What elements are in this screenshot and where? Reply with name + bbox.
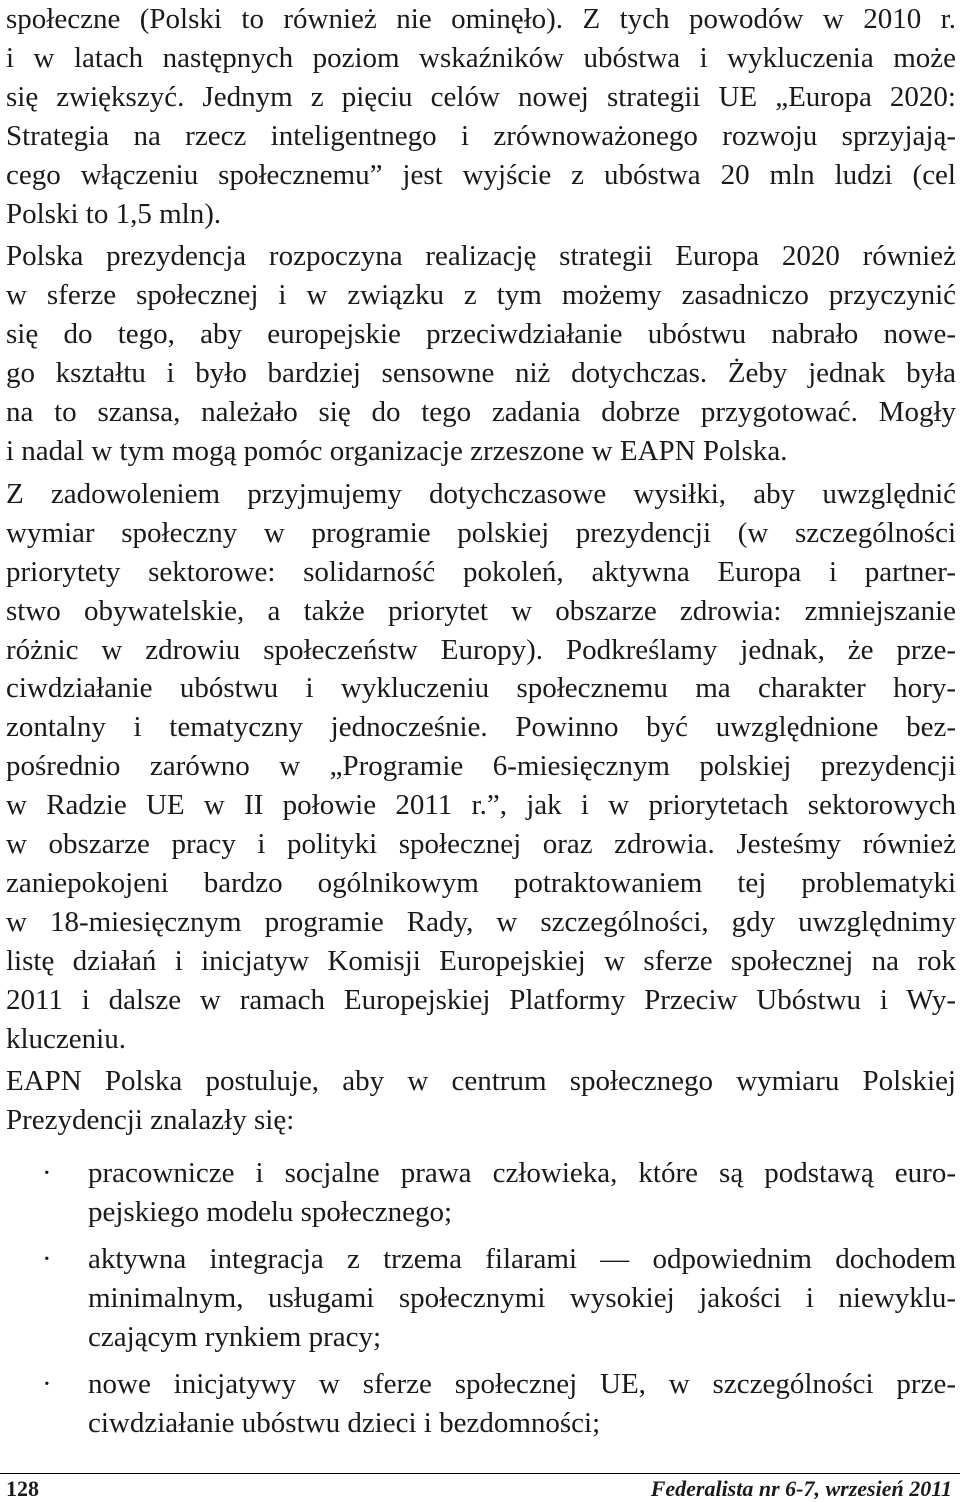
text-line: pośrednio zarówno w „Programie 6-miesięcznym polskiej prezydencji <box>6 750 956 783</box>
paragraph-4 <box>6 1062 956 1140</box>
bullet-dot-icon: · <box>42 1367 52 1400</box>
text-line: zontalny i tematyczny jednocześnie. Powinno być uwzględnione bez- <box>6 711 956 744</box>
text-line: społeczne (Polski to również nie ominęło). Z tych powodów w 2010 r. <box>6 3 956 35</box>
text-line: w Radzie UE w II połowie 2011 r.”, jak i w priorytetach sektorowych <box>6 789 956 822</box>
bullet-list <box>6 1154 956 1442</box>
page-number: 128 <box>6 1476 39 1501</box>
text-line: go kształtu i było bardziej sensowne niż dotychczas. Żeby jednak była <box>6 357 956 390</box>
paragraph-1 <box>6 0 956 233</box>
text-line: 2011 i dalsze w ramach Europejskiej Platformy Przeciw Ubóstwu i Wy- <box>6 983 956 1016</box>
bullet-dot-icon: · <box>42 1157 52 1190</box>
text-line: w obszarze pracy i polityki społecznej oraz zdrowia. Jesteśmy również <box>6 828 956 861</box>
list-item <box>6 1365 956 1443</box>
text-line: Strategia na rzecz inteligentnego i zrównoważonego rozwoju sprzyjają- <box>6 119 956 152</box>
paragraph-3 <box>6 475 956 1059</box>
text-line: ciwdziałanie ubóstwu dzieci i bezdomności; <box>88 1406 601 1439</box>
text-line: EAPN Polska postuluje, aby w centrum społecznego wymiaru Polskiej <box>6 1065 956 1098</box>
footer-divider <box>0 1473 960 1474</box>
text-line: nowe inicjatywy w sferze społecznej UE, w szczególności prze- <box>88 1367 956 1400</box>
text-line: ciwdziałanie ubóstwu i wykluczeniu społecznemu ma charakter hory- <box>6 672 956 705</box>
text-line: stwo obywatelskie, a także priorytet w obszarze zdrowia: zmniejszanie <box>6 594 956 627</box>
text-line: Polska prezydencja rozpoczyna realizację strategii Europa 2020 również <box>6 240 956 273</box>
text-line: cego włączeniu społecznemu” jest wyjście z ubóstwa 20 mln ludzi (cel <box>6 158 956 191</box>
text-line: w sferze społecznej i w związku z tym możemy zasadniczo przyczynić <box>6 279 956 312</box>
paragraph-2 <box>6 237 956 470</box>
text-line: i w latach następnych poziom wskaźników ubóstwa i wykluczenia może <box>6 41 956 74</box>
text-line: priorytety sektorowe: solidarność pokoleń, aktywna Europa i partner- <box>6 555 956 588</box>
text-line: się zwiększyć. Jednym z pięciu celów nowej strategii UE „Europa 2020: <box>6 80 956 113</box>
text-line: i nadal w tym mogą pomóc organizacje zrzeszone w EAPN Polska. <box>6 434 788 467</box>
text-line: różnic w zdrowiu społeczeństw Europy). Podkreślamy jednak, że prze- <box>6 633 956 666</box>
text-line: wymiar społeczny w programie polskiej prezydencji (w szczególności <box>6 516 956 549</box>
text-line: listę działań i inicjatyw Komisji Europejskiej w sferze społecznej na rok <box>6 944 956 977</box>
text-line: pracownicze i socjalne prawa człowieka, które są podstawą euro- <box>88 1157 956 1190</box>
text-line: zaniepokojeni bardzo ogólnikowym potraktowaniem tej problematyki <box>6 866 956 899</box>
document-page <box>6 0 956 1451</box>
text-line: Polski to 1,5 mln). <box>6 197 222 230</box>
text-line: się do tego, aby europejskie przeciwdziałanie ubóstwu nabrało nowe- <box>6 318 956 351</box>
text-line: minimalnym, usługami społecznymi wysokiej jakości i niewyklu- <box>88 1282 956 1314</box>
text-line: pejskiego modelu społecznego; <box>88 1196 453 1229</box>
text-line: Z zadowoleniem przyjmujemy dotychczasowe wysiłki, aby uwzględnić <box>6 477 956 510</box>
journal-title: Federalista nr 6-7, wrzesień 2011 <box>650 1476 952 1501</box>
text-line: kluczeniu. <box>6 1022 126 1055</box>
text-line: Prezydencji znalazły się: <box>6 1104 295 1137</box>
bullet-dot-icon: · <box>42 1243 52 1276</box>
list-item <box>6 1240 956 1357</box>
text-line: na to szansa, należało się do tego zadania dobrze przygotować. Mogły <box>6 396 956 429</box>
text-line: aktywna integracja z trzema filarami — odpowiednim dochodem <box>88 1243 956 1276</box>
text-line: czającym rynkiem pracy; <box>88 1320 382 1353</box>
text-line: w 18-miesięcznym programie Rady, w szczególności, gdy uwzględnimy <box>6 905 956 938</box>
list-item <box>6 1154 956 1232</box>
